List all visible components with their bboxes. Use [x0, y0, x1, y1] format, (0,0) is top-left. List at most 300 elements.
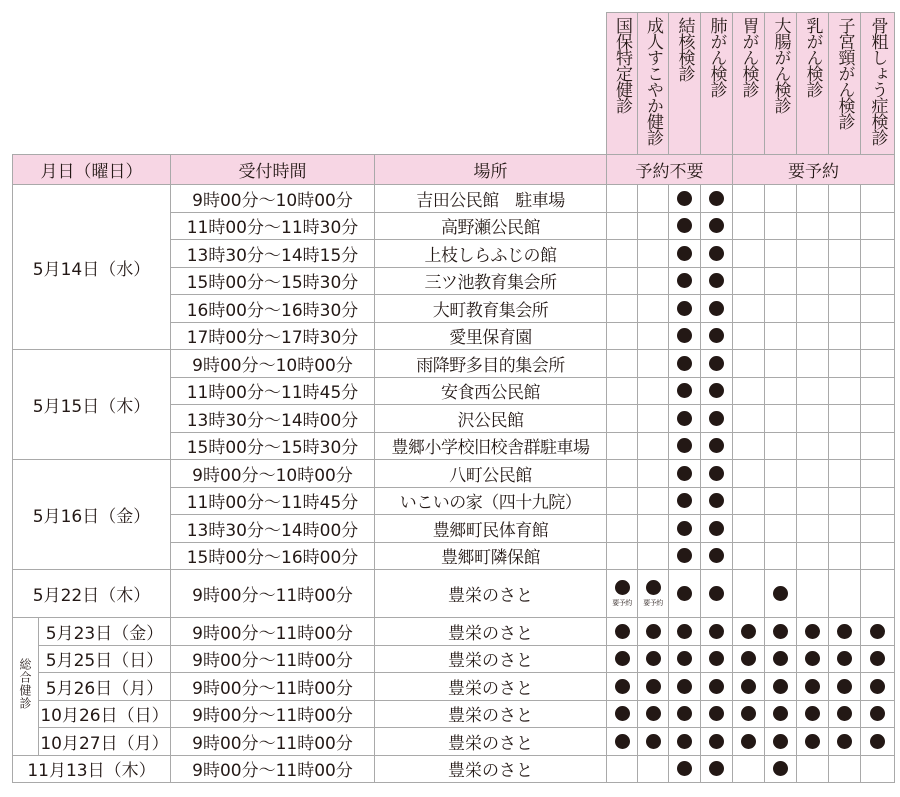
exam-cell	[829, 240, 861, 268]
dot-mark-wrap	[709, 381, 724, 401]
exam-cell	[733, 240, 765, 268]
exam-header	[861, 13, 895, 155]
dot-mark-icon	[709, 624, 724, 639]
dot-mark-icon	[837, 651, 852, 666]
dot-mark-wrap	[805, 731, 820, 751]
dot-mark-icon	[709, 761, 724, 776]
header-exam-row	[13, 13, 895, 155]
dot-mark-icon	[805, 679, 820, 694]
time-cell: 11時00分～11時45分	[171, 377, 375, 405]
dot-mark-icon	[709, 246, 724, 261]
exam-cell	[669, 755, 701, 782]
exam-cell	[797, 405, 829, 433]
exam-cell	[607, 673, 638, 701]
dot-mark-icon	[741, 651, 756, 666]
exam-cell	[765, 755, 797, 782]
dot-mark-wrap	[677, 408, 692, 428]
exam-cell	[765, 432, 797, 460]
dot-mark-wrap	[677, 271, 692, 291]
dot-mark-wrap	[741, 704, 756, 724]
time-cell: 9時00分～10時00分	[171, 460, 375, 488]
dot-mark-wrap	[741, 731, 756, 751]
dot-mark-wrap	[643, 578, 663, 608]
exam-cell	[797, 487, 829, 515]
table-row	[13, 755, 895, 782]
dot-mark-icon	[677, 734, 692, 749]
date-cell: 10月27日（月）	[39, 728, 171, 756]
exam-cell	[733, 542, 765, 570]
exam-cell	[733, 295, 765, 323]
exam-cell	[861, 350, 895, 378]
dot-mark-wrap	[677, 463, 692, 483]
dot-mark-icon	[677, 548, 692, 563]
exam-cell	[669, 295, 701, 323]
exam-cell	[701, 728, 733, 756]
dot-mark-wrap	[709, 408, 724, 428]
exam-header-label: 大腸がん検診	[770, 17, 791, 113]
dot-mark-wrap	[677, 704, 692, 724]
exam-cell	[669, 700, 701, 728]
reservation-header: 要予約	[733, 155, 895, 185]
exam-cell	[638, 515, 669, 543]
exam-cell	[607, 267, 638, 295]
dot-mark-icon	[709, 438, 724, 453]
dot-mark-wrap	[837, 621, 852, 641]
dot-mark-icon	[773, 734, 788, 749]
dot-mark-icon	[646, 706, 661, 721]
exam-cell	[829, 570, 861, 618]
exam-cell	[765, 240, 797, 268]
exam-cell	[861, 432, 895, 460]
place-cell: 三ツ池教育集会所	[375, 267, 607, 295]
exam-cell	[701, 295, 733, 323]
exam-cell	[765, 350, 797, 378]
dot-mark-wrap	[837, 649, 852, 669]
exam-cell	[765, 185, 797, 213]
dot-mark-wrap	[773, 704, 788, 724]
dot-mark-icon	[805, 734, 820, 749]
exam-cell	[669, 487, 701, 515]
dot-mark-wrap	[677, 491, 692, 511]
exam-cell	[701, 377, 733, 405]
place-cell: 豊栄のさと	[375, 700, 607, 728]
exam-cell	[765, 322, 797, 350]
exam-cell	[733, 377, 765, 405]
exam-cell	[607, 432, 638, 460]
exam-cell	[669, 570, 701, 618]
dot-mark-wrap	[677, 731, 692, 751]
dot-mark-icon	[773, 761, 788, 776]
exam-cell	[638, 570, 669, 618]
dot-mark-wrap	[615, 649, 630, 669]
dot-mark-icon	[615, 651, 630, 666]
dot-mark-icon	[709, 734, 724, 749]
date-cell: 5月23日（金）	[39, 618, 171, 646]
exam-cell	[829, 212, 861, 240]
dot-mark-wrap	[709, 436, 724, 456]
dot-mark-wrap	[677, 436, 692, 456]
exam-cell	[765, 295, 797, 323]
dot-mark-icon	[646, 679, 661, 694]
exam-cell	[797, 700, 829, 728]
exam-cell	[607, 755, 638, 782]
dot-mark-wrap	[773, 621, 788, 641]
dot-mark-wrap	[870, 731, 885, 751]
exam-cell	[797, 618, 829, 646]
dot-mark-wrap	[870, 676, 885, 696]
dot-mark-icon	[741, 734, 756, 749]
exam-cell	[607, 377, 638, 405]
dot-mark-icon	[677, 246, 692, 261]
exam-cell	[607, 212, 638, 240]
exam-cell	[701, 570, 733, 618]
exam-cell	[701, 350, 733, 378]
exam-cell	[638, 322, 669, 350]
exam-cell	[701, 240, 733, 268]
exam-cell	[765, 700, 797, 728]
dot-mark-icon	[677, 761, 692, 776]
exam-cell	[797, 295, 829, 323]
exam-cell	[829, 350, 861, 378]
dot-mark-icon	[709, 493, 724, 508]
dot-mark-wrap	[773, 584, 788, 604]
exam-cell	[765, 542, 797, 570]
dot-mark-wrap	[646, 676, 661, 696]
exam-cell	[829, 377, 861, 405]
exam-cell	[701, 673, 733, 701]
exam-cell	[638, 487, 669, 515]
place-cell: 雨降野多目的集会所	[375, 350, 607, 378]
exam-cell	[638, 377, 669, 405]
exam-cell	[669, 673, 701, 701]
exam-cell	[829, 322, 861, 350]
exam-cell	[638, 295, 669, 323]
date-cell: 5月14日（水）	[13, 185, 171, 350]
date-cell: 11月13日（木）	[13, 755, 171, 782]
time-cell: 15時00分～16時00分	[171, 542, 375, 570]
dot-mark-wrap	[709, 271, 724, 291]
exam-cell	[861, 700, 895, 728]
time-cell: 13時30分～14時00分	[171, 515, 375, 543]
dot-mark-icon	[709, 466, 724, 481]
dot-mark-icon	[837, 679, 852, 694]
dot-mark-wrap	[709, 491, 724, 511]
dot-mark-wrap	[615, 676, 630, 696]
exam-cell	[607, 570, 638, 618]
exam-cell	[733, 322, 765, 350]
dot-mark-icon	[805, 624, 820, 639]
exam-cell	[638, 212, 669, 240]
dot-mark-icon	[709, 301, 724, 316]
exam-cell	[797, 185, 829, 213]
dot-mark-wrap	[709, 649, 724, 669]
exam-cell	[829, 542, 861, 570]
no-reservation-header: 予約不要	[607, 155, 733, 185]
dot-mark-icon	[870, 624, 885, 639]
exam-cell	[607, 542, 638, 570]
exam-cell	[733, 350, 765, 378]
dot-mark-wrap	[677, 188, 692, 208]
dot-mark-wrap	[870, 621, 885, 641]
exam-cell	[607, 515, 638, 543]
dot-mark-icon	[677, 706, 692, 721]
date-cell: 5月25日（日）	[39, 645, 171, 673]
exam-header-label: 成人すこやか健診	[643, 17, 663, 145]
dot-mark-wrap	[709, 243, 724, 263]
dot-note: 要予約	[612, 598, 632, 607]
exam-cell	[638, 728, 669, 756]
dot-mark-icon	[677, 411, 692, 426]
exam-cell	[733, 618, 765, 646]
dot-mark-icon	[709, 356, 724, 371]
date-cell: 5月15日（木）	[13, 350, 171, 460]
date-header: 月日（曜日）	[13, 155, 171, 185]
dot-mark-icon	[677, 651, 692, 666]
dot-mark-wrap	[773, 676, 788, 696]
dot-mark-wrap	[646, 704, 661, 724]
exam-header	[607, 13, 638, 155]
exam-cell	[733, 645, 765, 673]
exam-cell	[861, 570, 895, 618]
dot-mark-icon	[646, 624, 661, 639]
exam-cell	[733, 673, 765, 701]
time-cell: 9時00分～11時00分	[171, 728, 375, 756]
dot-mark-icon	[837, 624, 852, 639]
exam-cell	[733, 212, 765, 240]
exam-cell	[733, 728, 765, 756]
dot-mark-icon	[677, 301, 692, 316]
time-cell: 9時00分～10時00分	[171, 185, 375, 213]
dot-mark-icon	[677, 438, 692, 453]
dot-mark-wrap	[646, 621, 661, 641]
exam-header-label: 乳がん検診	[802, 17, 823, 97]
exam-cell	[701, 405, 733, 433]
exam-cell	[797, 673, 829, 701]
dot-mark-wrap	[615, 621, 630, 641]
dot-mark-icon	[870, 679, 885, 694]
schedule-table	[12, 12, 895, 783]
exam-cell	[701, 487, 733, 515]
exam-cell	[829, 755, 861, 782]
exam-cell	[669, 542, 701, 570]
dot-mark-icon	[677, 383, 692, 398]
exam-cell	[669, 212, 701, 240]
exam-cell	[669, 405, 701, 433]
dot-mark-wrap	[741, 621, 756, 641]
dot-mark-wrap	[709, 216, 724, 236]
dot-mark-wrap	[805, 649, 820, 669]
exam-cell	[765, 673, 797, 701]
time-cell: 9時00分～11時00分	[171, 673, 375, 701]
place-cell: いこいの家（四十九院）	[375, 487, 607, 515]
place-cell: 上枝しらふじの館	[375, 240, 607, 268]
exam-cell	[733, 570, 765, 618]
exam-cell	[701, 185, 733, 213]
exam-cell	[765, 212, 797, 240]
time-cell: 16時00分～16時30分	[171, 295, 375, 323]
exam-cell	[607, 487, 638, 515]
exam-cell	[861, 377, 895, 405]
dot-mark-wrap	[677, 759, 692, 779]
exam-header	[669, 13, 701, 155]
dot-mark-wrap	[773, 759, 788, 779]
side-label: 総合健診	[18, 657, 32, 710]
dot-mark-wrap	[677, 621, 692, 641]
dot-mark-icon	[837, 734, 852, 749]
time-cell: 9時00分～11時00分	[171, 618, 375, 646]
exam-cell	[861, 645, 895, 673]
exam-cell	[607, 295, 638, 323]
dot-mark-wrap	[709, 731, 724, 751]
dot-mark-wrap	[773, 649, 788, 669]
exam-cell	[701, 460, 733, 488]
exam-header-label: 骨粗しょう症検診	[867, 17, 888, 145]
exam-cell	[861, 460, 895, 488]
dot-mark-icon	[709, 411, 724, 426]
exam-cell	[733, 700, 765, 728]
exam-cell	[733, 432, 765, 460]
exam-cell	[607, 645, 638, 673]
exam-header-label: 子宮頸がん検診	[834, 17, 855, 129]
dot-mark-wrap	[612, 578, 632, 608]
exam-cell	[765, 377, 797, 405]
dot-mark-icon	[677, 493, 692, 508]
time-cell: 9時00分～11時00分	[171, 755, 375, 782]
exam-header-label: 肺がん検診	[706, 17, 727, 97]
dot-mark-icon	[709, 586, 724, 601]
dot-mark-icon	[709, 273, 724, 288]
dot-mark-wrap	[773, 731, 788, 751]
exam-cell	[638, 755, 669, 782]
dot-mark-icon	[773, 586, 788, 601]
dot-mark-icon	[677, 218, 692, 233]
dot-mark-icon	[615, 624, 630, 639]
dot-mark-icon	[837, 706, 852, 721]
exam-cell	[733, 185, 765, 213]
place-cell: 沢公民館	[375, 405, 607, 433]
exam-cell	[701, 645, 733, 673]
place-header: 場所	[375, 155, 607, 185]
exam-cell	[765, 267, 797, 295]
dot-mark-wrap	[709, 353, 724, 373]
exam-cell	[638, 673, 669, 701]
exam-cell	[638, 460, 669, 488]
exam-cell	[607, 460, 638, 488]
exam-cell	[669, 432, 701, 460]
exam-cell	[797, 240, 829, 268]
exam-cell	[669, 240, 701, 268]
dot-mark-icon	[709, 548, 724, 563]
dot-mark-wrap	[709, 326, 724, 346]
dot-mark-wrap	[677, 326, 692, 346]
exam-cell	[669, 645, 701, 673]
place-cell: 豊栄のさと	[375, 755, 607, 782]
side-label-cell	[13, 618, 39, 756]
dot-mark-icon	[677, 356, 692, 371]
exam-cell	[638, 432, 669, 460]
dot-mark-wrap	[615, 731, 630, 751]
dot-mark-icon	[646, 580, 661, 595]
table-row	[13, 673, 895, 701]
dot-mark-icon	[709, 191, 724, 206]
dot-mark-icon	[870, 734, 885, 749]
exam-cell	[829, 728, 861, 756]
exam-cell	[765, 515, 797, 543]
time-cell: 15時00分～15時30分	[171, 432, 375, 460]
exam-cell	[797, 377, 829, 405]
date-cell: 10月26日（日）	[39, 700, 171, 728]
exam-cell	[861, 755, 895, 782]
place-cell: 豊栄のさと	[375, 618, 607, 646]
exam-cell	[829, 487, 861, 515]
exam-cell	[607, 240, 638, 268]
exam-cell	[607, 405, 638, 433]
exam-cell	[861, 295, 895, 323]
dot-mark-icon	[709, 383, 724, 398]
exam-cell	[607, 618, 638, 646]
dot-mark-wrap	[677, 584, 692, 604]
exam-cell	[861, 322, 895, 350]
exam-cell	[829, 460, 861, 488]
exam-cell	[607, 322, 638, 350]
exam-cell	[733, 515, 765, 543]
dot-mark-wrap	[870, 704, 885, 724]
exam-header-label: 胃がん検診	[738, 17, 759, 97]
exam-cell	[765, 728, 797, 756]
time-header: 受付時間	[171, 155, 375, 185]
dot-mark-wrap	[870, 649, 885, 669]
place-cell: 愛里保育園	[375, 322, 607, 350]
dot-mark-icon	[773, 706, 788, 721]
exam-cell	[701, 515, 733, 543]
exam-cell	[829, 515, 861, 543]
table-row	[13, 700, 895, 728]
exam-cell	[733, 405, 765, 433]
time-cell: 9時00分～11時00分	[171, 645, 375, 673]
exam-cell	[829, 185, 861, 213]
dot-mark-icon	[677, 679, 692, 694]
exam-cell	[861, 212, 895, 240]
dot-mark-icon	[677, 624, 692, 639]
dot-mark-icon	[870, 706, 885, 721]
dot-mark-icon	[870, 651, 885, 666]
exam-cell	[765, 645, 797, 673]
exam-cell	[607, 700, 638, 728]
exam-header-label: 国保特定健診	[612, 17, 632, 113]
exam-cell	[797, 322, 829, 350]
exam-cell	[765, 460, 797, 488]
exam-cell	[701, 542, 733, 570]
exam-cell	[765, 405, 797, 433]
exam-cell	[829, 295, 861, 323]
exam-cell	[701, 618, 733, 646]
time-cell: 13時30分～14時00分	[171, 405, 375, 433]
exam-cell	[669, 515, 701, 543]
dot-mark-icon	[805, 651, 820, 666]
dot-mark-wrap	[709, 546, 724, 566]
place-cell: 豊栄のさと	[375, 728, 607, 756]
exam-cell	[638, 185, 669, 213]
exam-cell	[701, 267, 733, 295]
dot-mark-icon	[677, 466, 692, 481]
dot-mark-wrap	[677, 518, 692, 538]
exam-cell	[669, 350, 701, 378]
exam-cell	[797, 645, 829, 673]
place-cell: 八町公民館	[375, 460, 607, 488]
dot-mark-wrap	[615, 704, 630, 724]
dot-note: 要予約	[643, 598, 663, 607]
exam-cell	[701, 432, 733, 460]
